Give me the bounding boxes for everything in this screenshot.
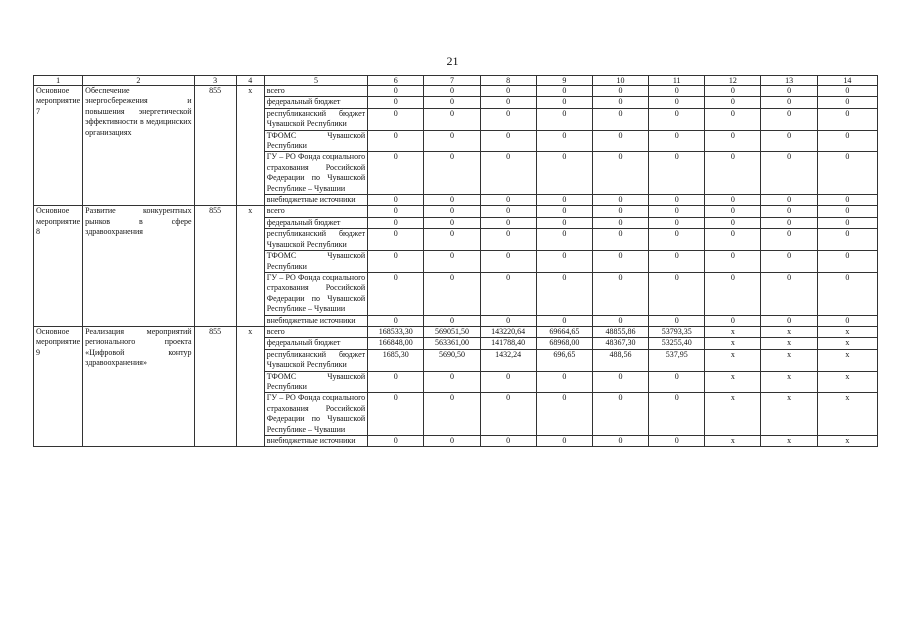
amount-cell: 0 <box>368 206 424 217</box>
amount-cell: 0 <box>536 152 592 195</box>
amount-cell: 0 <box>536 272 592 315</box>
amount-cell: 0 <box>536 229 592 251</box>
amount-cell: 0 <box>536 315 592 326</box>
amount-cell: 0 <box>368 130 424 152</box>
table-row <box>34 206 878 217</box>
amount-cell: 488,56 <box>592 349 648 371</box>
funding-source-cell: республиканский бюджет Чувашской Республики <box>264 108 367 130</box>
amount-cell: 0 <box>592 86 648 97</box>
amount-cell: 0 <box>480 108 536 130</box>
amount-cell: x <box>817 338 877 349</box>
grbs-code-cell: 855 <box>194 206 236 326</box>
funding-source-cell: ГУ – РО Фонда социального страхования Российской Федерации по Чувашской Республике – Чувашии <box>264 272 367 315</box>
amount-cell: 0 <box>424 371 480 393</box>
amount-cell: 0 <box>649 206 705 217</box>
amount-cell: 0 <box>592 393 648 436</box>
activity-name-cell: Развитие конкурентных рынков в сфере здравоохранения <box>83 206 194 326</box>
amount-cell: 0 <box>368 393 424 436</box>
amount-cell: 0 <box>649 436 705 447</box>
amount-cell: 0 <box>480 86 536 97</box>
amount-cell: 168533,30 <box>368 326 424 337</box>
amount-cell: x <box>817 393 877 436</box>
amount-cell: x <box>761 349 817 371</box>
amount-cell: x <box>761 371 817 393</box>
amount-cell: 0 <box>424 86 480 97</box>
amount-cell: 0 <box>480 393 536 436</box>
amount-cell: 0 <box>368 371 424 393</box>
amount-cell: 0 <box>424 108 480 130</box>
amount-cell: 0 <box>761 206 817 217</box>
amount-cell: 0 <box>480 251 536 273</box>
amount-cell: x <box>705 393 761 436</box>
amount-cell: x <box>817 326 877 337</box>
funding-source-cell: республиканский бюджет Чувашской Республики <box>264 349 367 371</box>
amount-cell: x <box>705 371 761 393</box>
amount-cell: 0 <box>424 152 480 195</box>
amount-cell: 0 <box>705 251 761 273</box>
table-row <box>34 326 878 337</box>
amount-cell: 0 <box>424 217 480 228</box>
funding-source-cell: внебюджетные источники <box>264 436 367 447</box>
amount-cell: 0 <box>424 393 480 436</box>
amount-cell: 0 <box>705 315 761 326</box>
amount-cell: 0 <box>536 195 592 206</box>
amount-cell: 0 <box>817 195 877 206</box>
amount-cell: 0 <box>592 108 648 130</box>
grbs-code-cell: 855 <box>194 86 236 206</box>
amount-cell: x <box>817 436 877 447</box>
amount-cell: 0 <box>536 97 592 108</box>
amount-cell: 0 <box>424 195 480 206</box>
amount-cell: 0 <box>480 229 536 251</box>
amount-cell: x <box>705 349 761 371</box>
activity-code-cell: Основное мероприятие 9 <box>34 326 83 446</box>
amount-cell: 0 <box>592 272 648 315</box>
activity-code-cell: Основное мероприятие 7 <box>34 86 83 206</box>
amount-cell: 0 <box>649 195 705 206</box>
amount-cell: 5690,50 <box>424 349 480 371</box>
amount-cell: 0 <box>817 229 877 251</box>
amount-cell: 0 <box>592 371 648 393</box>
amount-cell: 1432,24 <box>480 349 536 371</box>
amount-cell: x <box>705 326 761 337</box>
amount-cell: 0 <box>817 315 877 326</box>
amount-cell: 69664,65 <box>536 326 592 337</box>
amount-cell: 0 <box>817 86 877 97</box>
amount-cell: 696,65 <box>536 349 592 371</box>
amount-cell: 0 <box>424 206 480 217</box>
amount-cell: 0 <box>817 108 877 130</box>
activity-code-cell: Основное мероприятие 8 <box>34 206 83 326</box>
amount-cell: 143220,64 <box>480 326 536 337</box>
amount-cell: 0 <box>368 195 424 206</box>
header-cell: 3 <box>194 76 236 86</box>
amount-cell: 0 <box>649 108 705 130</box>
amount-cell: 0 <box>649 315 705 326</box>
header-cell: 10 <box>592 76 648 86</box>
amount-cell: 0 <box>817 206 877 217</box>
amount-cell: 0 <box>705 229 761 251</box>
amount-cell: x <box>761 436 817 447</box>
table-body <box>34 76 878 447</box>
section-code-cell: x <box>236 86 264 206</box>
amount-cell: 0 <box>817 152 877 195</box>
funding-source-cell: ТФОМС Чувашской Республики <box>264 251 367 273</box>
header-cell: 4 <box>236 76 264 86</box>
amount-cell: x <box>705 338 761 349</box>
amount-cell: 141788,40 <box>480 338 536 349</box>
amount-cell: 0 <box>592 436 648 447</box>
header-cell: 1 <box>34 76 83 86</box>
amount-cell: 0 <box>424 436 480 447</box>
funding-source-cell: ГУ – РО Фонда социального страхования Российской Федерации по Чувашской Республике – Чувашии <box>264 152 367 195</box>
amount-cell: 0 <box>592 195 648 206</box>
amount-cell: 0 <box>480 217 536 228</box>
amount-cell: 0 <box>592 251 648 273</box>
amount-cell: 0 <box>705 206 761 217</box>
amount-cell: 0 <box>368 251 424 273</box>
amount-cell: 0 <box>761 251 817 273</box>
amount-cell: 0 <box>761 130 817 152</box>
amount-cell: 0 <box>536 371 592 393</box>
amount-cell: 0 <box>368 272 424 315</box>
amount-cell: 0 <box>424 97 480 108</box>
section-code-cell: x <box>236 326 264 446</box>
amount-cell: 0 <box>368 108 424 130</box>
amount-cell: x <box>761 338 817 349</box>
amount-cell: 0 <box>649 152 705 195</box>
funding-source-cell: ТФОМС Чувашской Республики <box>264 371 367 393</box>
amount-cell: 0 <box>761 272 817 315</box>
amount-cell: 0 <box>705 86 761 97</box>
amount-cell: 0 <box>480 152 536 195</box>
amount-cell: 0 <box>649 217 705 228</box>
funding-source-cell: внебюджетные источники <box>264 315 367 326</box>
amount-cell: 0 <box>592 315 648 326</box>
amount-cell: 0 <box>649 130 705 152</box>
amount-cell: 0 <box>705 195 761 206</box>
amount-cell: x <box>705 436 761 447</box>
activity-name-cell: Обеспечение энергосбережения и повышения энергетической эффективности в медицинских организациях <box>83 86 194 206</box>
amount-cell: 0 <box>592 97 648 108</box>
amount-cell: 0 <box>761 86 817 97</box>
amount-cell: 563361,00 <box>424 338 480 349</box>
funding-source-cell: федеральный бюджет <box>264 217 367 228</box>
header-cell: 5 <box>264 76 367 86</box>
table-row <box>34 86 878 97</box>
funding-source-cell: ТФОМС Чувашской Республики <box>264 130 367 152</box>
amount-cell: 0 <box>817 251 877 273</box>
amount-cell: x <box>761 326 817 337</box>
amount-cell: 0 <box>592 206 648 217</box>
amount-cell: 0 <box>817 217 877 228</box>
amount-cell: 0 <box>649 393 705 436</box>
amount-cell: 0 <box>817 97 877 108</box>
amount-cell: 0 <box>592 217 648 228</box>
amount-cell: x <box>817 349 877 371</box>
amount-cell: 0 <box>480 130 536 152</box>
amount-cell: 0 <box>536 436 592 447</box>
amount-cell: 0 <box>592 152 648 195</box>
amount-cell: 0 <box>368 436 424 447</box>
header-cell: 12 <box>705 76 761 86</box>
amount-cell: 0 <box>761 97 817 108</box>
amount-cell: 68968,00 <box>536 338 592 349</box>
amount-cell: 0 <box>480 206 536 217</box>
header-cell: 9 <box>536 76 592 86</box>
amount-cell: 0 <box>761 195 817 206</box>
amount-cell: 0 <box>649 251 705 273</box>
funding-source-cell: республиканский бюджет Чувашской Республики <box>264 229 367 251</box>
amount-cell: 0 <box>761 315 817 326</box>
header-cell: 2 <box>83 76 194 86</box>
amount-cell: 0 <box>480 436 536 447</box>
amount-cell: 0 <box>536 251 592 273</box>
amount-cell: 0 <box>649 97 705 108</box>
amount-cell: 48855,86 <box>592 326 648 337</box>
funding-source-cell: всего <box>264 86 367 97</box>
amount-cell: 166848,00 <box>368 338 424 349</box>
funding-source-cell: ГУ – РО Фонда социального страхования Российской Федерации по Чувашской Республике – Чувашии <box>264 393 367 436</box>
amount-cell: 0 <box>536 393 592 436</box>
amount-cell: 0 <box>761 229 817 251</box>
amount-cell: 569051,50 <box>424 326 480 337</box>
amount-cell: 0 <box>424 315 480 326</box>
amount-cell: 0 <box>368 97 424 108</box>
amount-cell: 0 <box>592 130 648 152</box>
amount-cell: 0 <box>536 206 592 217</box>
funding-source-cell: федеральный бюджет <box>264 97 367 108</box>
amount-cell: 0 <box>480 315 536 326</box>
amount-cell: 0 <box>480 371 536 393</box>
amount-cell: 0 <box>536 130 592 152</box>
amount-cell: 0 <box>649 229 705 251</box>
amount-cell: 0 <box>817 130 877 152</box>
header-cell: 13 <box>761 76 817 86</box>
amount-cell: 0 <box>536 108 592 130</box>
amount-cell: 0 <box>368 229 424 251</box>
amount-cell: 0 <box>480 195 536 206</box>
amount-cell: 0 <box>761 108 817 130</box>
header-cell: 7 <box>424 76 480 86</box>
amount-cell: 0 <box>761 217 817 228</box>
funding-source-cell: федеральный бюджет <box>264 338 367 349</box>
amount-cell: 537,95 <box>649 349 705 371</box>
amount-cell: 0 <box>761 152 817 195</box>
amount-cell: 1685,30 <box>368 349 424 371</box>
header-cell: 8 <box>480 76 536 86</box>
amount-cell: 0 <box>705 152 761 195</box>
amount-cell: x <box>817 371 877 393</box>
amount-cell: 0 <box>424 251 480 273</box>
header-cell: 11 <box>649 76 705 86</box>
amount-cell: 53255,40 <box>649 338 705 349</box>
amount-cell: 0 <box>368 315 424 326</box>
amount-cell: 0 <box>424 272 480 315</box>
amount-cell: 0 <box>705 97 761 108</box>
funding-source-cell: внебюджетные источники <box>264 195 367 206</box>
amount-cell: 0 <box>480 272 536 315</box>
header-row <box>34 76 878 86</box>
amount-cell: 0 <box>649 86 705 97</box>
budget-table <box>33 75 878 447</box>
amount-cell: x <box>761 393 817 436</box>
section-code-cell: x <box>236 206 264 326</box>
amount-cell: 0 <box>480 97 536 108</box>
amount-cell: 0 <box>705 272 761 315</box>
header-cell: 14 <box>817 76 877 86</box>
grbs-code-cell: 855 <box>194 326 236 446</box>
funding-source-cell: всего <box>264 206 367 217</box>
amount-cell: 0 <box>368 152 424 195</box>
amount-cell: 0 <box>536 217 592 228</box>
funding-source-cell: всего <box>264 326 367 337</box>
amount-cell: 0 <box>424 229 480 251</box>
amount-cell: 0 <box>649 371 705 393</box>
amount-cell: 0 <box>368 86 424 97</box>
amount-cell: 0 <box>424 130 480 152</box>
amount-cell: 0 <box>705 217 761 228</box>
amount-cell: 0 <box>705 108 761 130</box>
amount-cell: 0 <box>592 229 648 251</box>
amount-cell: 53793,35 <box>649 326 705 337</box>
header-cell: 6 <box>368 76 424 86</box>
amount-cell: 48367,30 <box>592 338 648 349</box>
page-number: 21 <box>446 54 459 68</box>
amount-cell: 0 <box>649 272 705 315</box>
amount-cell: 0 <box>536 86 592 97</box>
amount-cell: 0 <box>705 130 761 152</box>
activity-name-cell: Реализация мероприятий регионального проекта «Цифровой контур здравоохранения» <box>83 326 194 446</box>
amount-cell: 0 <box>368 217 424 228</box>
amount-cell: 0 <box>817 272 877 315</box>
